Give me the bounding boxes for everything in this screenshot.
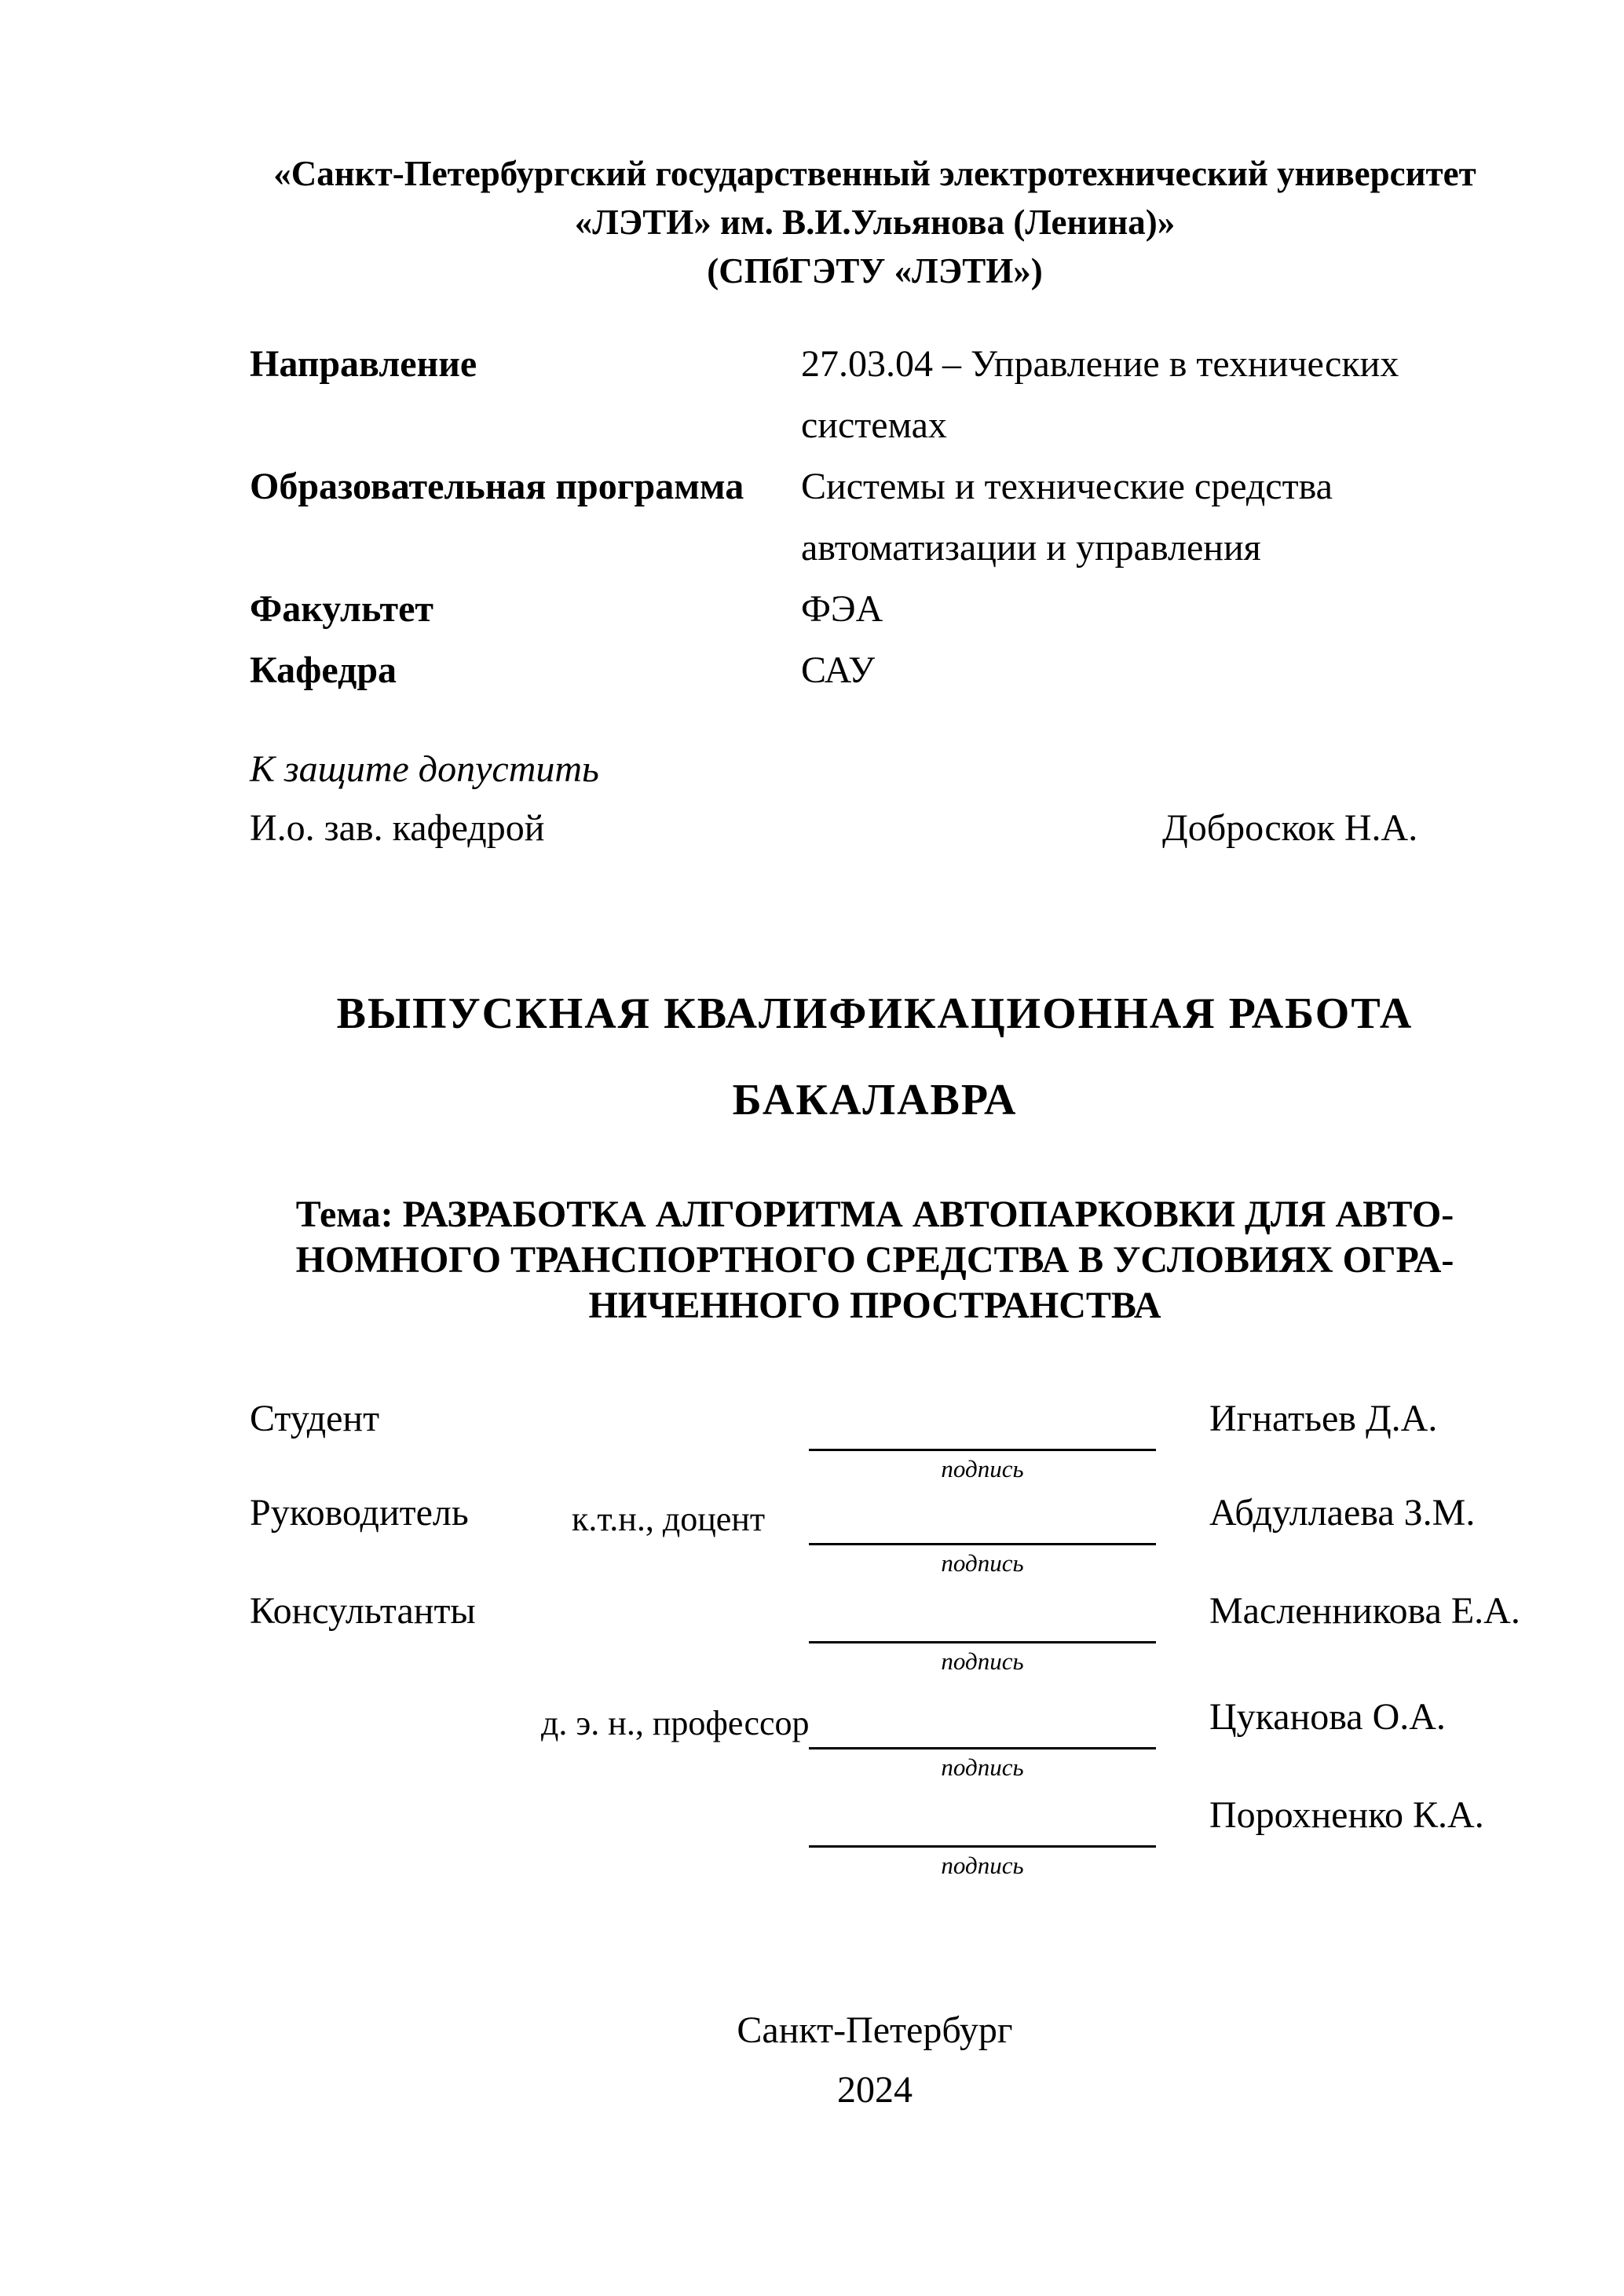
theme-title — [250, 1192, 1500, 1329]
signature-row-student — [0, 1400, 1624, 1502]
theme-line-3: НИЧЕННОГО ПРОСТРАНСТВА — [588, 1285, 1161, 1326]
signature-line — [809, 1543, 1156, 1545]
faculty-label: Факультет — [250, 588, 433, 630]
signature-line — [809, 1747, 1156, 1749]
direction-value-line-1: 27.03.04 – Управление в технических — [801, 343, 1399, 385]
work-title-line-2: БАКАЛАВРА — [732, 1076, 1018, 1124]
direction-label: Направление — [250, 343, 477, 385]
signature-line — [809, 1449, 1156, 1451]
signature-line — [809, 1641, 1156, 1643]
footer-year: 2024 — [837, 2069, 913, 2111]
consultant-2-name: Цуканова О.А. — [1209, 1696, 1446, 1738]
supervisor-label: Руководитель — [250, 1492, 469, 1534]
signature-row-consultant-2 — [0, 1698, 1624, 1801]
work-title — [250, 971, 1500, 1143]
signature-caption: подпись — [941, 1647, 1024, 1675]
program-value-line-2: автоматизации и управления — [801, 527, 1261, 569]
work-title-line-1: ВЫПУСКНАЯ КВАЛИФИКАЦИОННАЯ РАБОТА — [336, 989, 1414, 1038]
university-header — [250, 149, 1500, 295]
acting-head-name: Доброскок Н.А. — [1162, 807, 1418, 849]
theme-line-2: НОМНОГО ТРАНСПОРТНОГО СРЕДСТВА В УСЛОВИЯХ ОГРА- — [295, 1239, 1454, 1281]
university-name-line-1: «Санкт-Петербургский государственный электротехнический университет — [273, 154, 1476, 193]
signature-row-supervisor — [0, 1494, 1624, 1596]
consultant-2-degree: д. э. н., профессор — [541, 1704, 810, 1742]
theme-line-1: Тема: РАЗРАБОТКА АЛГОРИТМА АВТОПАРКОВКИ ДЛЯ АВТО- — [295, 1194, 1454, 1235]
university-name-line-2: «ЛЭТИ» им. В.И.Ульянова (Ленина)» — [574, 203, 1176, 242]
footer-city: Санкт-Петербург — [737, 2009, 1013, 2051]
direction-value-line-2: системах — [801, 404, 947, 446]
student-label: Студент — [250, 1398, 380, 1439]
signature-line — [809, 1845, 1156, 1848]
signature-caption: подпись — [941, 1549, 1024, 1577]
program-label: Образовательная программа — [250, 466, 744, 507]
signature-caption: подпись — [941, 1852, 1024, 1879]
consultants-label: Консультанты — [250, 1590, 476, 1632]
department-value: САУ — [801, 649, 876, 691]
admission-permit-line: К защите допустить — [250, 748, 599, 790]
student-name: Игнатьев Д.А. — [1209, 1398, 1438, 1439]
faculty-value: ФЭА — [801, 588, 883, 630]
signature-row-consultant-3 — [0, 1794, 1624, 1899]
consultant-1-name: Масленникова Е.А. — [1209, 1590, 1520, 1632]
acting-head-label: И.о. зав. кафедрой — [250, 807, 545, 849]
supervisor-degree: к.т.н., доцент — [572, 1500, 766, 1538]
department-label: Кафедра — [250, 649, 397, 691]
program-value-line-1: Системы и технические средства — [801, 466, 1333, 507]
signature-row-consultant-1 — [0, 1592, 1624, 1695]
university-name-line-3: (СПбГЭТУ «ЛЭТИ») — [707, 251, 1043, 291]
footer — [250, 2001, 1500, 2120]
signature-caption: подпись — [941, 1455, 1024, 1483]
supervisor-name: Абдуллаева З.М. — [1209, 1492, 1476, 1534]
consultant-3-name: Порохненко К.А. — [1209, 1794, 1484, 1836]
signature-caption: подпись — [941, 1753, 1024, 1781]
